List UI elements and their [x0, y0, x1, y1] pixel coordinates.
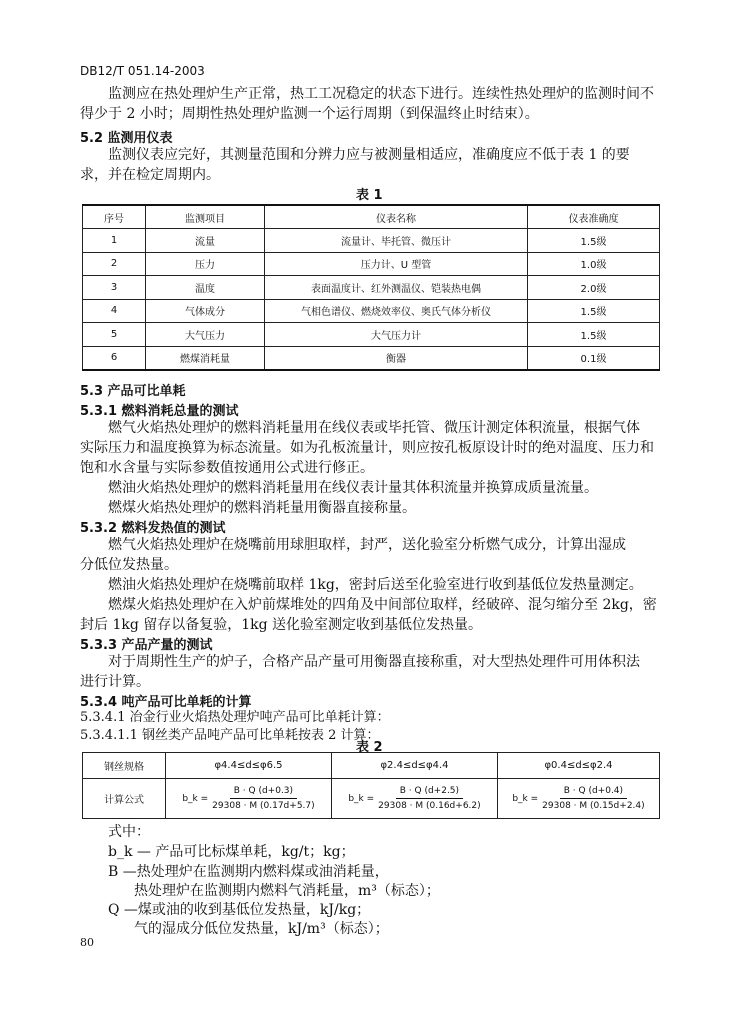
table-2-row-label: 计算公式 — [83, 779, 166, 819]
table-cell: 衡器 — [265, 346, 528, 370]
table-1-header-cell: 仪表名称 — [265, 205, 528, 229]
section-5-3-2-line-3: 燃油火焰热处理炉在烧嘴前取样 1kg，密封后送至化验室进行收到基低位发热量测定。 — [108, 577, 643, 593]
where-line-5: 气的湿成分低位发热量，kJ/m³（标态）； — [134, 921, 389, 937]
section-5-3-2-heading: 5.3.2 燃料发热值的测试 — [80, 521, 226, 536]
where-line-3: 热处理炉在监测期内燃料气消耗量，m³（标态）； — [134, 883, 440, 899]
formula — [498, 786, 659, 811]
page-number: 80 — [80, 936, 94, 949]
table-cell: 6 — [83, 346, 146, 370]
formula-cell — [166, 779, 332, 819]
table-2-header-cell: 钢丝规格 — [83, 753, 166, 779]
table-row — [83, 276, 660, 300]
formula-cell — [498, 779, 660, 819]
table-1 — [82, 204, 660, 371]
where-title: 式中： — [108, 824, 150, 840]
table-2-header-row — [83, 753, 660, 779]
section-5-3-2-line-2: 分低位发热量。 — [80, 557, 178, 573]
where-line-4: Q —煤或油的收到基低位发热量，kJ/kg； — [108, 902, 371, 918]
intro-line-1: 监测应在热处理炉生产正常，热工工况稳定的状态下进行。连续性热处理炉的监测时间不 — [108, 86, 654, 102]
formula-fraction — [378, 786, 480, 811]
formula-fraction — [542, 786, 644, 811]
table-cell: 气相色谱仪、燃烧效率仪、奥氏气体分析仪 — [265, 299, 528, 323]
table-1-caption: 表 1 — [356, 188, 383, 203]
table-cell: 气体成分 — [146, 299, 265, 323]
formula-cell — [332, 779, 498, 819]
table-row — [83, 323, 660, 347]
table-2-range-cell: φ2.4≤d≤φ4.4 — [332, 753, 498, 779]
table-cell: 燃煤消耗量 — [146, 346, 265, 370]
formula — [332, 786, 497, 811]
where-line-2: B —热处理炉在监测期内燃料煤或油消耗量， — [108, 864, 389, 880]
section-5-3-1-line-3: 饱和水含量与实际参数值按通用公式进行修正。 — [80, 460, 374, 476]
section-5-3-1-line-4: 燃油火焰热处理炉的燃料消耗量用在线仪表计量其体积流量并换算成质量流量。 — [108, 480, 598, 496]
formula-lhs: b_k = — [348, 793, 375, 804]
table-row — [83, 346, 660, 370]
table-2-caption: 表 2 — [356, 740, 383, 755]
table-row — [83, 229, 660, 253]
table-cell: 1.0级 — [528, 252, 660, 276]
table-2 — [82, 752, 660, 819]
table-row — [83, 299, 660, 323]
formula-denominator: 29308 · M (0.16d+6.2) — [378, 801, 481, 811]
section-5-3-2-line-5: 封后 1kg 留存以备复验，1kg 送化验室测定收到基低位发热量。 — [80, 617, 483, 633]
section-5-2-line-1: 监测仪表应完好，其测量范围和分辨力应与被测量相适应，准确度应不低于表 1 的要 — [108, 147, 630, 163]
table-cell: 流量 — [146, 229, 265, 253]
table-cell: 流量计、毕托管、微压计 — [265, 229, 528, 253]
where-line-1: b_k — 产品可比标煤单耗，kg/t；kg； — [108, 844, 355, 860]
formula-numerator: B · Q (d+0.4) — [560, 786, 627, 799]
section-5-3-2-line-4: 燃煤火焰热处理炉在入炉前煤堆处的四角及中间部位取样，经破碎、混匀缩分至 2kg，密 — [108, 597, 657, 613]
table-row — [83, 252, 660, 276]
intro-line-2: 得少于 2 小时；周期性热处理炉监测一个运行周期（到保温终止时结束）。 — [80, 106, 539, 122]
section-5-3-3-heading: 5.3.3 产品产量的测试 — [80, 638, 213, 653]
table-cell: 0.1级 — [528, 346, 660, 370]
table-cell: 2.0级 — [528, 276, 660, 300]
table-cell: 3 — [83, 276, 146, 300]
table-cell: 1.5级 — [528, 323, 660, 347]
section-5-3-2-line-1: 燃气火焰热处理炉在烧嘴前用球胆取样，封严，送化验室分析燃气成分，计算出湿成 — [108, 537, 626, 553]
table-cell: 温度 — [146, 276, 265, 300]
formula-numerator: B · Q (d+0.3) — [230, 786, 297, 799]
section-5-3-1-line-1: 燃气火焰热处理炉的燃料消耗量用在线仪表或毕托管、微压计测定体积流量，根据气体 — [108, 420, 640, 436]
table-cell: 5 — [83, 323, 146, 347]
section-5-3-4-heading: 5.3.4 吨产品可比单耗的计算 — [80, 695, 252, 710]
section-5-3-3-line-1: 对于周期性生产的炉子，合格产品产量可用衡器直接称重，对大型热处理件可用体积法 — [108, 654, 640, 670]
table-cell: 4 — [83, 299, 146, 323]
table-cell: 表面温度计、红外测温仪、铠装热电偶 — [265, 276, 528, 300]
table-cell: 1.5级 — [528, 299, 660, 323]
section-5-3-4-1: 5.3.4.1 冶金行业火焰热处理炉吨产品可比单耗计算： — [80, 710, 390, 725]
table-2-range-cell: φ0.4≤d≤φ2.4 — [498, 753, 660, 779]
table-cell: 大气压力 — [146, 323, 265, 347]
section-5-3-3-line-2: 进行计算。 — [80, 674, 150, 690]
formula-lhs: b_k = — [182, 793, 209, 804]
document-id: DB12/T 051.14-2003 — [80, 64, 205, 78]
table-cell: 大气压力计 — [265, 323, 528, 347]
formula-numerator: B · Q (d+2.5) — [396, 786, 463, 799]
section-5-2-line-2: 求，并在检定周期内。 — [80, 167, 220, 183]
section-5-3-1-line-2: 实际压力和温度换算为标态流量。如为孔板流量计，则应按孔板原设计时的绝对温度、压力和 — [80, 440, 654, 456]
section-5-3-4-1-1: 5.3.4.1.1 钢丝类产品吨产品可比单耗按表 2 计算： — [80, 728, 380, 743]
table-cell: 1.5级 — [528, 229, 660, 253]
section-5-2-heading: 5.2 监测用仪表 — [80, 131, 173, 146]
table-1-header-cell: 序号 — [83, 205, 146, 229]
table-1-header-row — [83, 205, 660, 229]
section-5-3-1-line-5: 燃煤火焰热处理炉的燃料消耗量用衡器直接称量。 — [108, 500, 416, 516]
table-2-range-cell: φ4.4≤d≤φ6.5 — [166, 753, 332, 779]
section-5-3-heading: 5.3 产品可比单耗 — [80, 384, 186, 399]
formula-lhs: b_k = — [512, 793, 539, 804]
table-2-formula-row — [83, 779, 660, 819]
section-5-3-1-heading: 5.3.1 燃料消耗总量的测试 — [80, 404, 239, 419]
formula — [166, 786, 331, 811]
table-cell: 2 — [83, 252, 146, 276]
formula-denominator: 29308 · M (0.17d+5.7) — [212, 801, 315, 811]
formula-fraction — [212, 786, 314, 811]
table-cell: 压力 — [146, 252, 265, 276]
table-1-header-cell: 监测项目 — [146, 205, 265, 229]
table-cell: 1 — [83, 229, 146, 253]
table-cell: 压力计、U 型管 — [265, 252, 528, 276]
table-1-header-cell: 仪表准确度 — [528, 205, 660, 229]
formula-denominator: 29308 · M (0.15d+2.4) — [542, 801, 645, 811]
